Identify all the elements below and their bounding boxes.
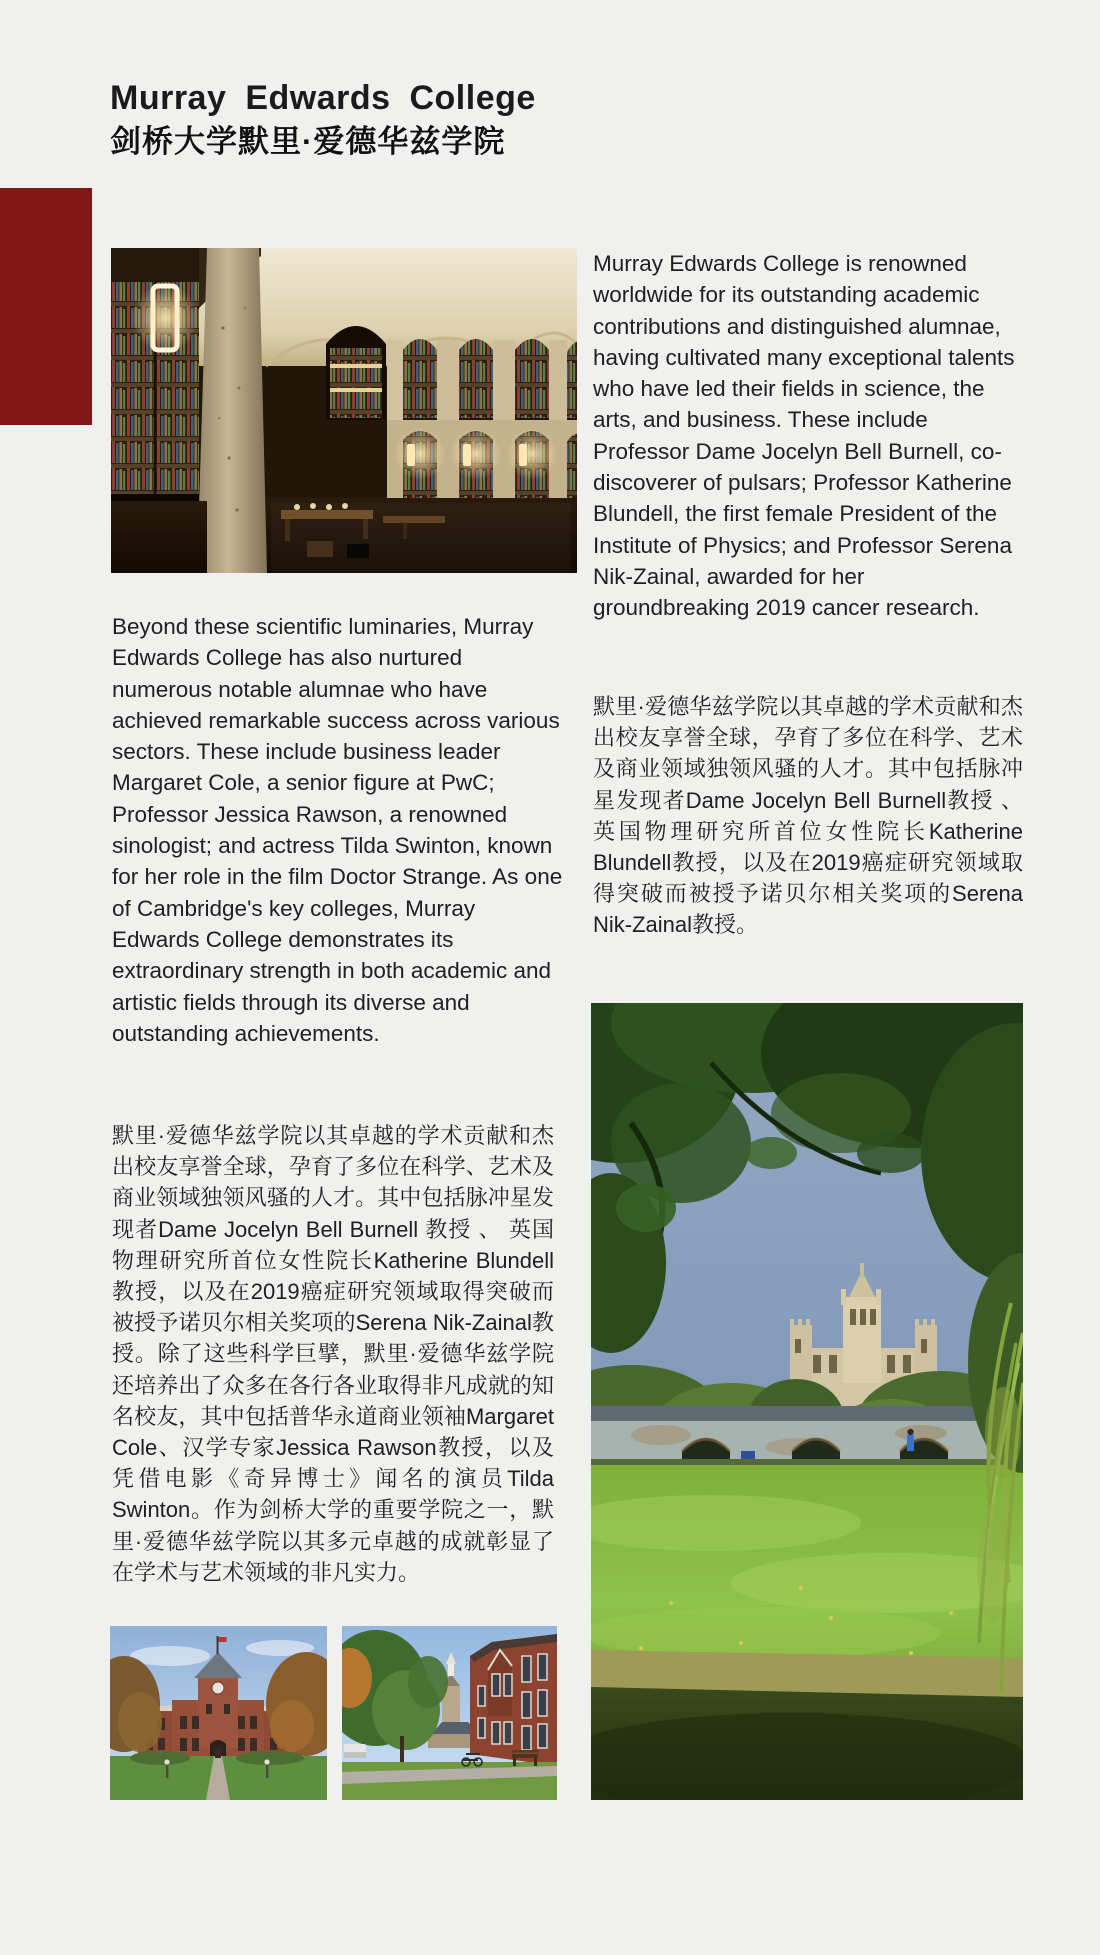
red-accent-block <box>0 188 92 425</box>
left-paragraph-zh: 默里·爱德华兹学院以其卓越的学术贡献和杰出校友享誉全球，孕育了多位在科学、艺术及商业领域独领风骚的人才。其中包括脉冲星发现者Dame Jocelyn Bell Burnell 教授 、 英国物理研究所首位女性院长Katherine Blundell教授，以及在2019癌症研究领域取得突破而被授予诺贝尔相关奖项的Serena Nik-Zainal教授。除了这些科学巨擘，默里·爱德华兹学院还培养出了众多在各行各业取得非凡成就的知名校友，其中包括普华永道商业领袖Margaret Cole、汉学专家Jessica Rawson教授，以及凭借电影《奇异博士》闻名的演员Tilda Swinton。作为剑桥大学的重要学院之一，默里·爱德华兹学院以其多元卓越的成就彰显了在学术与艺术领域的非凡实力。 <box>112 1123 554 1585</box>
left-paragraph-en: Beyond these scientific luminaries, Murray Edwards College has also nurtured numerous notable alumnae who have achieved remarkable success across various sectors. These include business leader Margaret Cole, a senior figure at PwC; Professor Jessica Rawson, a renowned sinologist; and actress Tilda Swinton, known for her role in the film Doctor Strange. As one of Cambridge's key colleges, Murray Edwards College demonstrates its extraordinary strength in both academic and artistic fields through its diverse and outstanding achievements. <box>112 614 563 1046</box>
campus-photo-2 <box>342 1626 557 1800</box>
campus-photo-1 <box>110 1626 327 1800</box>
bridge-photo <box>591 1003 1023 1800</box>
page-title: Murray Edwards College <box>110 79 536 117</box>
library-photo <box>111 248 577 573</box>
page-subtitle: 剑桥大学默里·爱德华兹学院 <box>110 124 506 159</box>
right-paragraph-en: Murray Edwards College is renowned worldwide for its outstanding academic contributions and distinguished alumnae, having cultivated many exceptional talents who have led their fields in science, the arts, and business. These include Professor Dame Jocelyn Bell Burnell, co-discoverer of pulsars; Professor Katherine Blundell, the first female President of the Institute of Physics; and Professor Serena Nik-Zainal, awarded for her groundbreaking 2019 cancer research. <box>593 251 1015 621</box>
right-paragraph-zh: 默里·爱德华兹学院以其卓越的学术贡献和杰出校友享誉全球，孕育了多位在科学、艺术及商业领域独领风骚的人才。其中包括脉冲星发现者Dame Jocelyn Bell Burnell教授 、 英国物理研究所首位女性院长Katherine Blundell教授，以及在2019癌症研究领域取得突破而被授予诺贝尔相关奖项的Serena Nik-Zainal教授。 <box>593 694 1023 938</box>
